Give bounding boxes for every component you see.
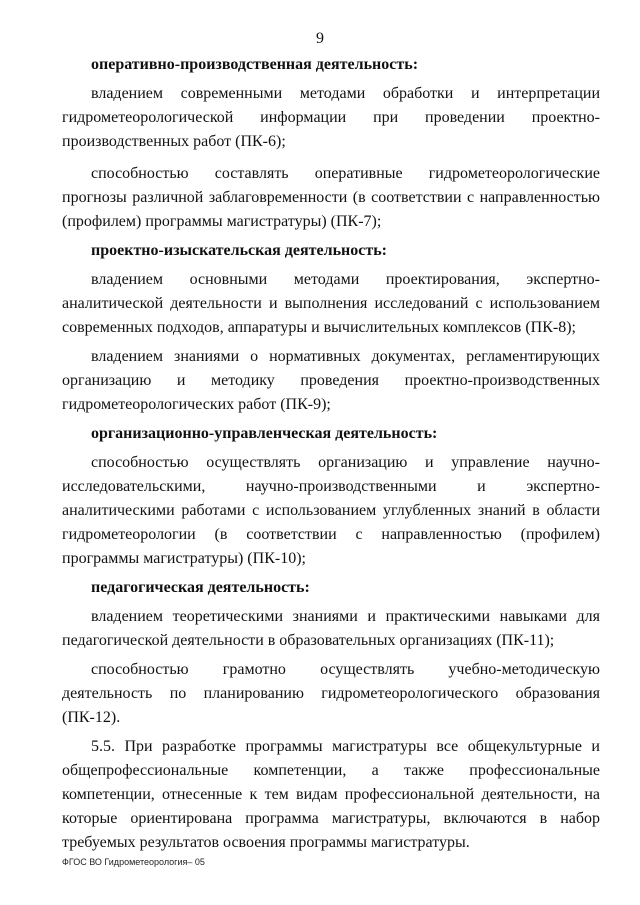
section-heading-operational: оперативно-производственная деятельность: [91,56,419,73]
paragraph-pk-8: владением основными методами проектирования, экспертно-аналитической деятельности и выполнения исследований с использованием современных подходов, аппаратуры и вычислительных комплексов (ПК-8); [62,271,600,336]
paragraph-pk-12: способностью грамотно осуществлять учебно-методическую деятельность по планированию гидрометеорологического образования (ПК-12). [62,661,600,726]
paragraph-pk-6: владением современными методами обработки и интерпретации гидрометеорологической информации при проведении проектно-производственных работ (ПК-6); [62,85,600,150]
paragraph-pk-7: способностью составлять оперативные гидрометеорологические прогнозы различной заблаговременности (в соответствии с направленностью (профилем) программы магистратуры) (ПК-7); [62,165,600,230]
section-heading-organizational: организационно-управленческая деятельность: [91,425,438,442]
section-heading-pedagogical: педагогическая деятельность: [91,579,310,596]
section-heading-design-survey: проектно-изыскательская деятельность: [91,242,387,259]
document-body [62,53,600,855]
paragraph-pk-9: владением знаниями о нормативных документах, регламентирующих организацию и методику проведения проектно-производственных гидрометеорологических работ (ПК-9); [62,348,600,413]
paragraph-pk-11: владением теоретическими знаниями и практическими навыками для педагогической деятельности в образовательных организациях (ПК-11); [62,608,600,649]
paragraph-pk-10: способностью осуществлять организацию и управление научно-исследовательскими, научно-производственными и экспертно-аналитическими работами с использованием углубленных знаний в области гидрометеорологии (в соответствии с направленностью (профилем) программы магистратуры) (ПК-10); [62,454,600,567]
paragraph-5-5: 5.5. При разработке программы магистратуры все общекультурные и общепрофессиональные компетенции, а также профессиональные компетенции, отнесенные к тем видам профессиональной деятельности, на которые ориентирована программа магистратуры, включаются в набор требуемых результатов освоения программы магистратуры. [62,738,600,851]
page-number: 9 [316,30,324,47]
footer-standard-label: ФГОС ВО Гидрометеорология– 05 [62,857,205,867]
